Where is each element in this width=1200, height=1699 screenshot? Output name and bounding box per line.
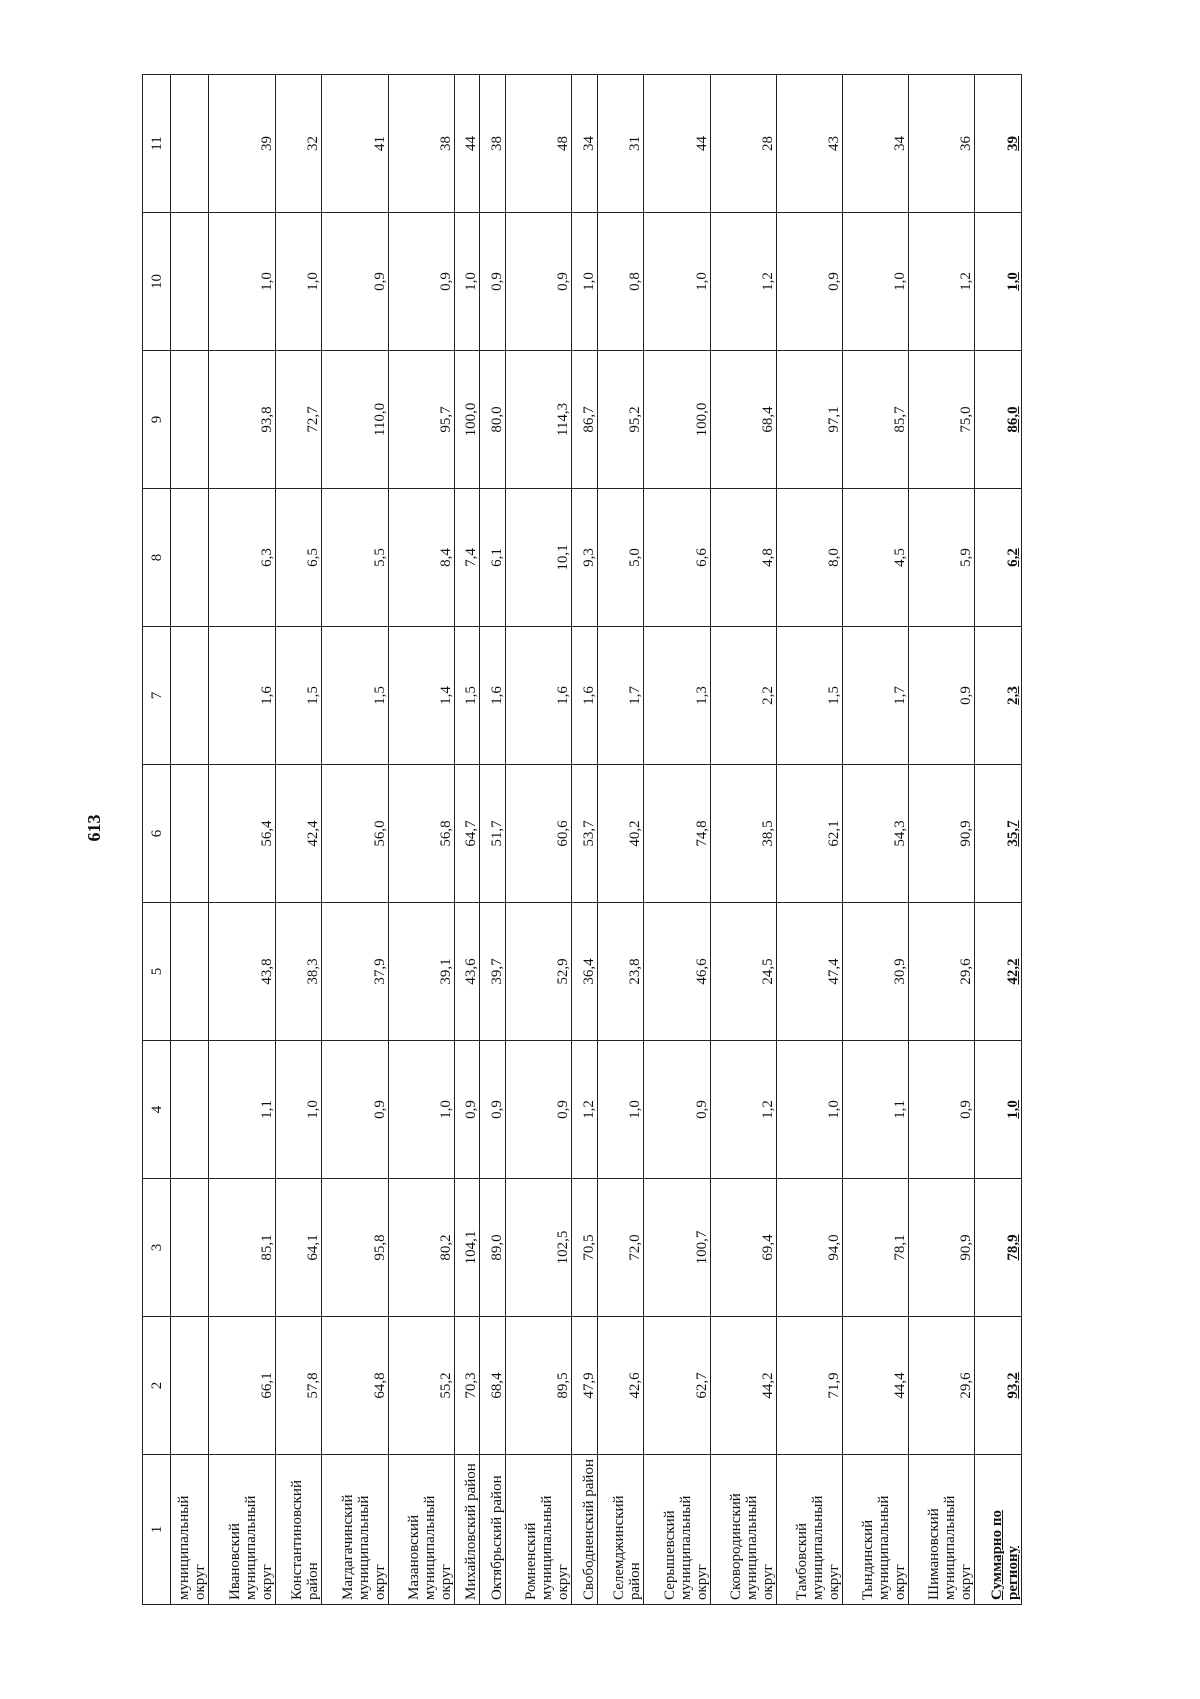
row-label-cell: муниципальный округ (171, 1455, 209, 1605)
value-cell (171, 1317, 209, 1455)
value-cell: 1,5 (454, 627, 480, 765)
value-cell: 0,9 (480, 1041, 506, 1179)
value-cell: 0,9 (388, 213, 454, 351)
column-header: 6 (143, 765, 171, 903)
column-header: 5 (143, 903, 171, 1041)
value-cell: 4,5 (842, 489, 908, 627)
value-cell: 68,4 (710, 351, 776, 489)
value-cell (171, 627, 209, 765)
value-cell: 89,0 (480, 1179, 506, 1317)
value-cell: 1,0 (776, 1041, 842, 1179)
value-cell: 85,1 (209, 1179, 275, 1317)
value-cell: 1,7 (597, 627, 644, 765)
value-cell: 34 (571, 75, 597, 213)
value-cell: 95,8 (322, 1179, 388, 1317)
value-cell: 44,4 (842, 1317, 908, 1455)
value-cell: 1,6 (209, 627, 275, 765)
value-cell: 6,1 (480, 489, 506, 627)
value-cell: 100,0 (454, 351, 480, 489)
value-cell: 72,7 (275, 351, 322, 489)
value-cell: 95,2 (597, 351, 644, 489)
table-row (571, 75, 597, 1605)
value-cell: 1,7 (842, 627, 908, 765)
row-label-cell: Магдагачинский муниципальный округ (322, 1455, 388, 1605)
value-cell: 24,5 (710, 903, 776, 1041)
value-cell: 6,3 (209, 489, 275, 627)
value-cell: 70,5 (571, 1179, 597, 1317)
value-cell: 8,4 (388, 489, 454, 627)
value-cell (171, 489, 209, 627)
value-cell: 1,0 (275, 1041, 322, 1179)
value-cell: 5,9 (908, 489, 974, 627)
value-cell: 75,0 (908, 351, 974, 489)
value-cell: 53,7 (571, 765, 597, 903)
value-cell: 78,9 (975, 1179, 1022, 1317)
value-cell: 1,2 (710, 213, 776, 351)
value-cell: 0,9 (454, 1041, 480, 1179)
value-cell: 64,8 (322, 1317, 388, 1455)
row-label-cell: Мазановский муниципальный округ (388, 1455, 454, 1605)
value-cell: 6,6 (644, 489, 710, 627)
value-cell: 55,2 (388, 1317, 454, 1455)
value-cell: 35,7 (975, 765, 1022, 903)
row-label-cell: Сковородинский муниципальный округ (710, 1455, 776, 1605)
value-cell: 37,9 (322, 903, 388, 1041)
value-cell: 90,9 (908, 765, 974, 903)
value-cell: 78,1 (842, 1179, 908, 1317)
value-cell: 1,0 (644, 213, 710, 351)
column-header: 10 (143, 213, 171, 351)
total-row (975, 75, 1022, 1605)
value-cell: 1,2 (710, 1041, 776, 1179)
value-cell: 66,1 (209, 1317, 275, 1455)
value-cell: 43,8 (209, 903, 275, 1041)
value-cell: 43 (776, 75, 842, 213)
column-header: 1 (143, 1455, 171, 1605)
value-cell (171, 213, 209, 351)
value-cell: 56,8 (388, 765, 454, 903)
value-cell: 40,2 (597, 765, 644, 903)
value-cell: 42,2 (975, 903, 1022, 1041)
value-cell: 93,8 (209, 351, 275, 489)
value-cell: 94,0 (776, 1179, 842, 1317)
value-cell: 42,6 (597, 1317, 644, 1455)
value-cell: 39 (975, 75, 1022, 213)
value-cell: 42,4 (275, 765, 322, 903)
value-cell: 93,2 (975, 1317, 1022, 1455)
table-row (454, 75, 480, 1605)
value-cell (171, 75, 209, 213)
value-cell: 56,4 (209, 765, 275, 903)
value-cell: 64,1 (275, 1179, 322, 1317)
value-cell: 8,0 (776, 489, 842, 627)
table-body (171, 75, 1022, 1605)
value-cell: 1,4 (388, 627, 454, 765)
table-row (388, 75, 454, 1605)
value-cell: 85,7 (842, 351, 908, 489)
value-cell: 39 (209, 75, 275, 213)
value-cell: 80,0 (480, 351, 506, 489)
value-cell: 64,7 (454, 765, 480, 903)
value-cell (171, 351, 209, 489)
row-label-cell: Селемджинский район (597, 1455, 644, 1605)
value-cell: 30,9 (842, 903, 908, 1041)
page-number: 613 (83, 814, 104, 842)
value-cell: 46,6 (644, 903, 710, 1041)
value-cell: 31 (597, 75, 644, 213)
table-row (171, 75, 209, 1605)
value-cell (171, 1179, 209, 1317)
value-cell: 38 (480, 75, 506, 213)
column-header: 11 (143, 75, 171, 213)
table-row (597, 75, 644, 1605)
value-cell: 102,5 (505, 1179, 571, 1317)
value-cell: 1,0 (209, 213, 275, 351)
row-label-cell: Октябрьский район (480, 1455, 506, 1605)
table-row (644, 75, 710, 1605)
value-cell: 10,1 (505, 489, 571, 627)
value-cell: 1,6 (571, 627, 597, 765)
value-cell: 1,5 (275, 627, 322, 765)
table-row (480, 75, 506, 1605)
value-cell: 114,3 (505, 351, 571, 489)
value-cell: 1,0 (275, 213, 322, 351)
value-cell: 6,2 (975, 489, 1022, 627)
value-cell: 1,6 (480, 627, 506, 765)
value-cell: 1,0 (454, 213, 480, 351)
value-cell: 110,0 (322, 351, 388, 489)
row-label-cell: Тындинский муниципальный округ (842, 1455, 908, 1605)
row-label-cell: Суммарно по региону (975, 1455, 1022, 1605)
value-cell: 1,1 (842, 1041, 908, 1179)
value-cell: 0,9 (322, 213, 388, 351)
value-cell: 0,9 (776, 213, 842, 351)
value-cell: 1,2 (908, 213, 974, 351)
value-cell: 39,7 (480, 903, 506, 1041)
value-cell: 86,0 (975, 351, 1022, 489)
value-cell: 56,0 (322, 765, 388, 903)
data-table (142, 74, 1022, 1605)
value-cell: 100,0 (644, 351, 710, 489)
table-row (842, 75, 908, 1605)
value-cell: 0,8 (597, 213, 644, 351)
table-row (275, 75, 322, 1605)
value-cell: 90,9 (908, 1179, 974, 1317)
value-cell: 54,3 (842, 765, 908, 903)
column-header: 3 (143, 1179, 171, 1317)
value-cell: 1,2 (571, 1041, 597, 1179)
value-cell: 1,5 (322, 627, 388, 765)
value-cell: 97,1 (776, 351, 842, 489)
value-cell: 23,8 (597, 903, 644, 1041)
table-row (710, 75, 776, 1605)
value-cell: 29,6 (908, 903, 974, 1041)
value-cell: 1,0 (571, 213, 597, 351)
value-cell: 1,1 (209, 1041, 275, 1179)
value-cell: 1,0 (842, 213, 908, 351)
value-cell: 0,9 (908, 1041, 974, 1179)
value-cell: 38 (388, 75, 454, 213)
row-label-cell: Константиновский район (275, 1455, 322, 1605)
value-cell: 29,6 (908, 1317, 974, 1455)
value-cell: 39,1 (388, 903, 454, 1041)
table-row (209, 75, 275, 1605)
column-header: 2 (143, 1317, 171, 1455)
value-cell: 9,3 (571, 489, 597, 627)
value-cell: 2,2 (710, 627, 776, 765)
value-cell: 1,6 (505, 627, 571, 765)
value-cell: 47,4 (776, 903, 842, 1041)
value-cell: 80,2 (388, 1179, 454, 1317)
value-cell: 36 (908, 75, 974, 213)
value-cell: 28 (710, 75, 776, 213)
value-cell: 89,5 (505, 1317, 571, 1455)
column-header: 4 (143, 1041, 171, 1179)
row-label-cell: Свободненский район (571, 1455, 597, 1605)
value-cell: 44,2 (710, 1317, 776, 1455)
table-row (776, 75, 842, 1605)
value-cell: 0,9 (322, 1041, 388, 1179)
value-cell (171, 1041, 209, 1179)
table-row (322, 75, 388, 1605)
value-cell: 1,0 (388, 1041, 454, 1179)
value-cell: 5,0 (597, 489, 644, 627)
value-cell: 0,9 (505, 1041, 571, 1179)
value-cell: 57,8 (275, 1317, 322, 1455)
value-cell: 41 (322, 75, 388, 213)
value-cell: 1,0 (975, 213, 1022, 351)
value-cell (171, 903, 209, 1041)
value-cell: 38,3 (275, 903, 322, 1041)
value-cell: 0,9 (908, 627, 974, 765)
value-cell: 48 (505, 75, 571, 213)
value-cell: 100,7 (644, 1179, 710, 1317)
value-cell: 74,8 (644, 765, 710, 903)
value-cell: 68,4 (480, 1317, 506, 1455)
row-label-cell: Шимановский муниципальный округ (908, 1455, 974, 1605)
value-cell: 86,7 (571, 351, 597, 489)
value-cell: 71,9 (776, 1317, 842, 1455)
value-cell: 38,5 (710, 765, 776, 903)
value-cell: 62,7 (644, 1317, 710, 1455)
value-cell: 36,4 (571, 903, 597, 1041)
value-cell: 1,5 (776, 627, 842, 765)
row-label-cell: Ромненский муниципальный округ (505, 1455, 571, 1605)
row-label-cell: Ивановский муниципальный округ (209, 1455, 275, 1605)
column-header: 8 (143, 489, 171, 627)
value-cell: 95,7 (388, 351, 454, 489)
value-cell: 60,6 (505, 765, 571, 903)
table-row (505, 75, 571, 1605)
value-cell: 69,4 (710, 1179, 776, 1317)
value-cell: 62,1 (776, 765, 842, 903)
row-label-cell: Тамбовский муниципальный округ (776, 1455, 842, 1605)
value-cell: 44 (644, 75, 710, 213)
value-cell: 44 (454, 75, 480, 213)
value-cell: 70,3 (454, 1317, 480, 1455)
value-cell: 32 (275, 75, 322, 213)
value-cell: 1,3 (644, 627, 710, 765)
value-cell: 34 (842, 75, 908, 213)
value-cell: 0,9 (505, 213, 571, 351)
value-cell: 2,3 (975, 627, 1022, 765)
value-cell: 4,8 (710, 489, 776, 627)
value-cell: 0,9 (644, 1041, 710, 1179)
value-cell: 43,6 (454, 903, 480, 1041)
value-cell: 5,5 (322, 489, 388, 627)
header-row (143, 75, 171, 1605)
value-cell: 0,9 (480, 213, 506, 351)
value-cell: 72,0 (597, 1179, 644, 1317)
value-cell: 51,7 (480, 765, 506, 903)
value-cell: 104,1 (454, 1179, 480, 1317)
column-header: 9 (143, 351, 171, 489)
value-cell (171, 765, 209, 903)
column-header: 7 (143, 627, 171, 765)
row-label-cell: Михайловский район (454, 1455, 480, 1605)
value-cell: 52,9 (505, 903, 571, 1041)
table-row (908, 75, 974, 1605)
value-cell: 1,0 (975, 1041, 1022, 1179)
value-cell: 1,0 (597, 1041, 644, 1179)
value-cell: 47,9 (571, 1317, 597, 1455)
rotated-table-container (142, 75, 1022, 1605)
value-cell: 7,4 (454, 489, 480, 627)
row-label-cell: Серышевский муниципальный округ (644, 1455, 710, 1605)
value-cell: 6,5 (275, 489, 322, 627)
